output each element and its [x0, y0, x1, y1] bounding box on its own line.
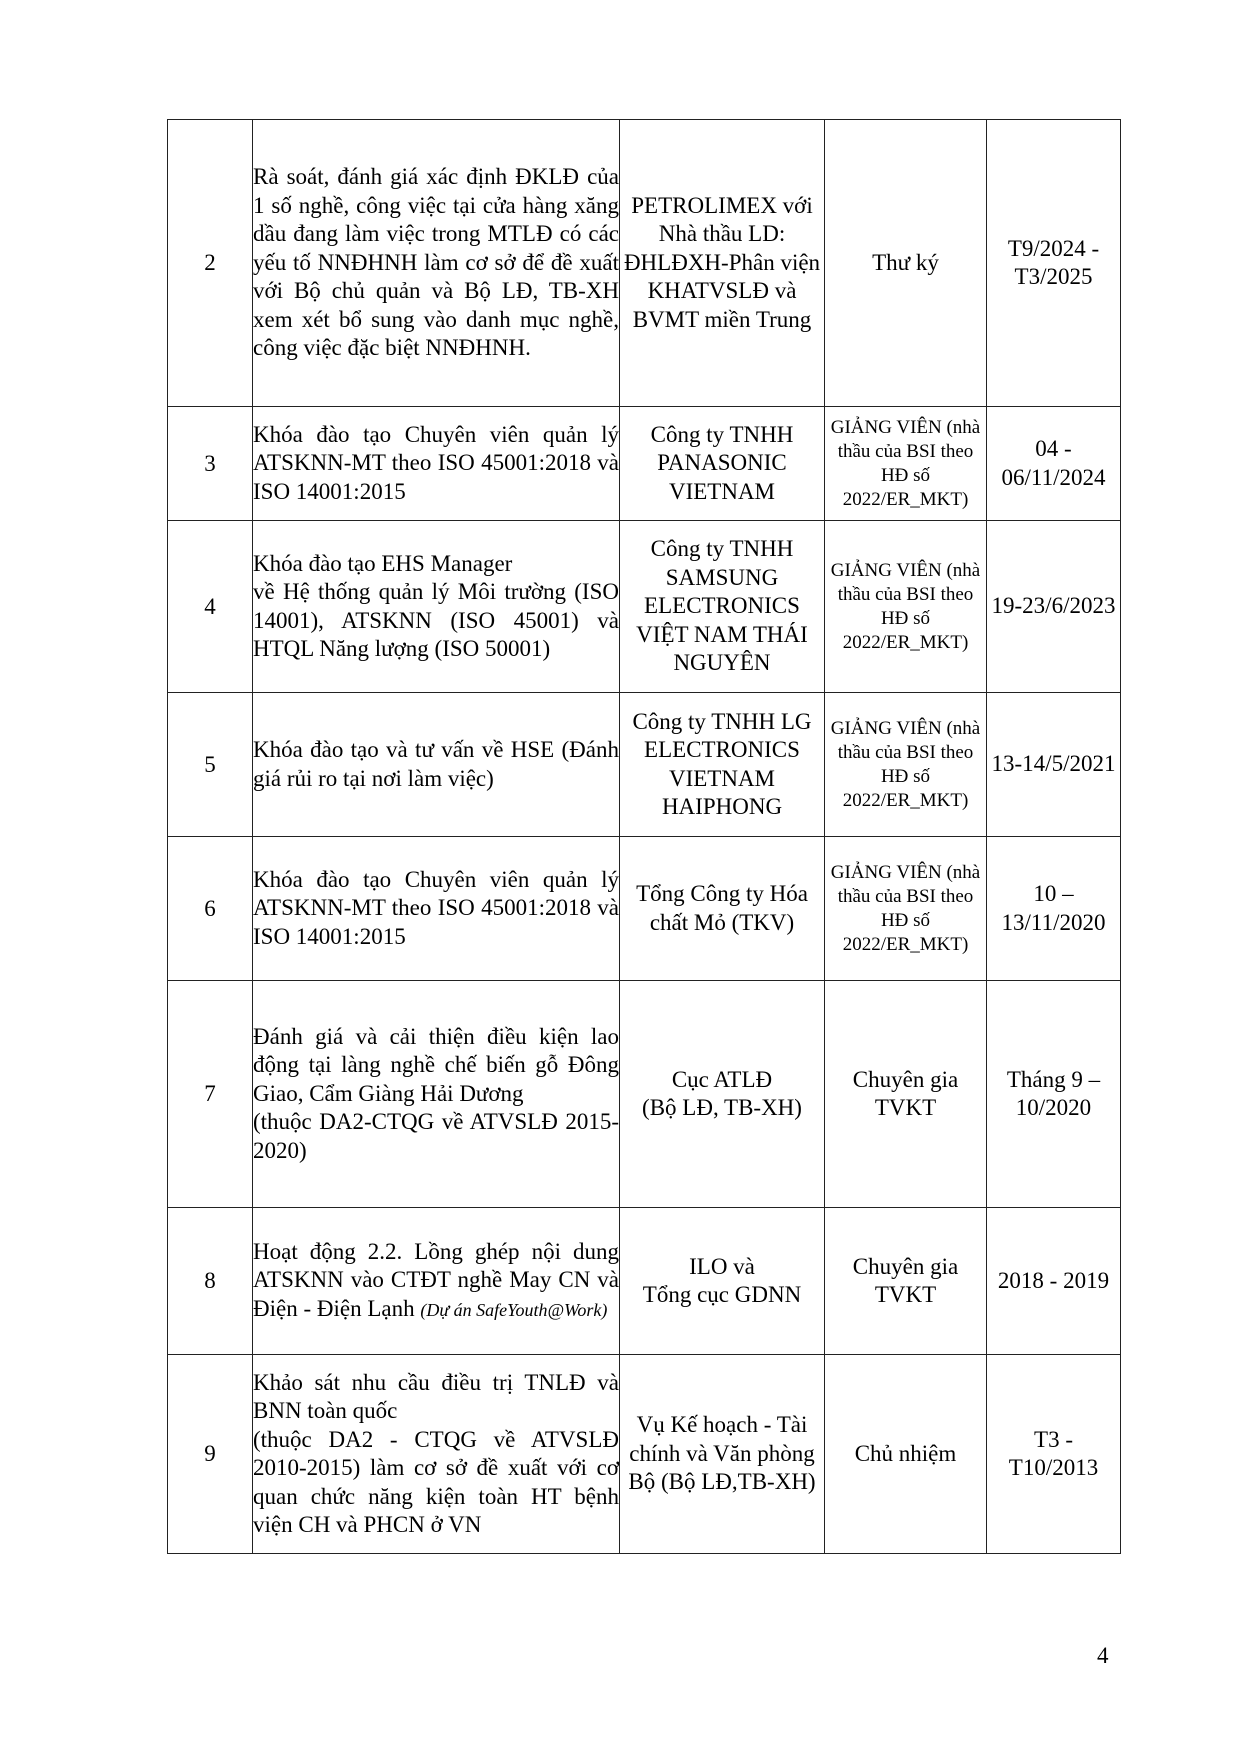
task-description	[253, 1355, 620, 1554]
time-period: 13-14/5/2021	[987, 693, 1121, 837]
table-row	[168, 521, 1121, 693]
table-row	[168, 1208, 1121, 1355]
partner-line-1: ILO và	[689, 1253, 755, 1279]
task-text: Hoạt động 2.2. Lồng ghép nội dung ATSKNN vào CTĐT nghề May CN và Điện - Điện Lạnh	[253, 1238, 619, 1321]
row-number: 4	[168, 521, 253, 693]
task-description: Khóa đào tạo Chuyên viên quản lý ATSKNN-MT theo ISO 45001:2018 và ISO 14001:2015	[253, 837, 620, 981]
time-period: T9/2024 - T3/2025	[987, 120, 1121, 407]
row-number: 5	[168, 693, 253, 837]
time-period: Tháng 9 – 10/2020	[987, 981, 1121, 1208]
task-line-1: Đánh giá và cải thiện điều kiện lao động tại làng nghề chế biến gỗ Đông Giao, Cẩm Giàng Hải Dương	[253, 1023, 619, 1106]
role: GIẢNG VIÊN (nhà thầu của BSI theo HĐ số 2022/ER_MKT)	[825, 837, 987, 981]
task-note: (Dự án SafeYouth@Work)	[420, 1299, 608, 1320]
task-line-2: (thuộc DA2-CTQG về ATVSLĐ 2015-2020)	[253, 1109, 619, 1163]
partner: Công ty TNHH LG ELECTRONICS VIETNAM HAIPHONG	[620, 693, 825, 837]
task-description: Khóa đào tạo và tư vấn về HSE (Đánh giá rủi ro tại nơi làm việc)	[253, 693, 620, 837]
partner: PETROLIMEX với Nhà thầu LD: ĐHLĐXH-Phân viện KHATVSLĐ và BVMT miền Trung	[620, 120, 825, 407]
role: Chủ nhiệm	[825, 1355, 987, 1554]
table-row	[168, 407, 1121, 521]
row-number: 6	[168, 837, 253, 981]
table-row	[168, 1355, 1121, 1554]
table-row	[168, 981, 1121, 1208]
table-row	[168, 693, 1121, 837]
row-number: 3	[168, 407, 253, 521]
partner	[620, 981, 825, 1208]
task-description: Rà soát, đánh giá xác định ĐKLĐ của 1 số nghề, công việc tại cửa hàng xăng dầu đang làm việc trong MTLĐ có các yếu tố NNĐHNH làm cơ sở để đề xuất với Bộ chủ quản và Bộ LĐ, TB-XH xem xét bổ sung vào danh mục nghề, công việc đặc biệt NNĐHNH.	[253, 120, 620, 407]
time-period: 2018 - 2019	[987, 1208, 1121, 1355]
page-number: 4	[1097, 1643, 1109, 1668]
partner: Công ty TNHH PANASONIC VIETNAM	[620, 407, 825, 521]
task-description	[253, 981, 620, 1208]
role: GIẢNG VIÊN (nhà thầu của BSI theo HĐ số 2022/ER_MKT)	[825, 693, 987, 837]
task-line-2: về Hệ thống quản lý Môi trường (ISO 14001), ATSKNN (ISO 45001) và HTQL Năng lượng (ISO 50001)	[253, 579, 619, 661]
row-number: 9	[168, 1355, 253, 1554]
role: Chuyên gia TVKT	[825, 981, 987, 1208]
row-number: 7	[168, 981, 253, 1208]
task-description	[253, 1208, 620, 1355]
time-period: 04 - 06/11/2024	[987, 407, 1121, 521]
time-period: 19-23/6/2023	[987, 521, 1121, 693]
partner-line-2: Tổng cục GDNN	[642, 1282, 802, 1307]
role: GIẢNG VIÊN (nhà thầu của BSI theo HĐ số 2022/ER_MKT)	[825, 407, 987, 521]
partner-line-1: Cục ATLĐ	[671, 1066, 773, 1092]
task-description: Khóa đào tạo Chuyên viên quản lý ATSKNN-MT theo ISO 45001:2018 và ISO 14001:2015	[253, 407, 620, 521]
role: GIẢNG VIÊN (nhà thầu của BSI theo HĐ số 2022/ER_MKT)	[825, 521, 987, 693]
partner	[620, 1208, 825, 1355]
row-number: 8	[168, 1208, 253, 1355]
partner-line-2: (Bộ LĐ, TB-XH)	[642, 1095, 802, 1120]
row-number: 2	[168, 120, 253, 407]
table-row	[168, 120, 1121, 407]
table-row	[168, 837, 1121, 981]
role: Chuyên gia TVKT	[825, 1208, 987, 1355]
task-line-2: (thuộc DA2 - CTQG về ATVSLĐ 2010-2015) làm cơ sở đề xuất với cơ quan chức năng kiện toàn HT bệnh viện CH và PHCN ở VN	[253, 1426, 619, 1537]
partner: Công ty TNHH SAMSUNG ELECTRONICS VIỆT NAM THÁI NGUYÊN	[620, 521, 825, 693]
time-period: T3 - T10/2013	[987, 1355, 1121, 1554]
role: Thư ký	[825, 120, 987, 407]
task-line-1: Khóa đào tạo EHS Manager	[253, 550, 513, 576]
task-description	[253, 521, 620, 693]
partner: Vụ Kế hoạch - Tài chính và Văn phòng Bộ (Bộ LĐ,TB-XH)	[620, 1355, 825, 1554]
partner: Tổng Công ty Hóa chất Mỏ (TKV)	[620, 837, 825, 981]
time-period: 10 – 13/11/2020	[987, 837, 1121, 981]
task-line-1: Khảo sát nhu cầu điều trị TNLĐ và BNN toàn quốc	[253, 1369, 619, 1423]
experience-table	[167, 119, 1121, 1554]
